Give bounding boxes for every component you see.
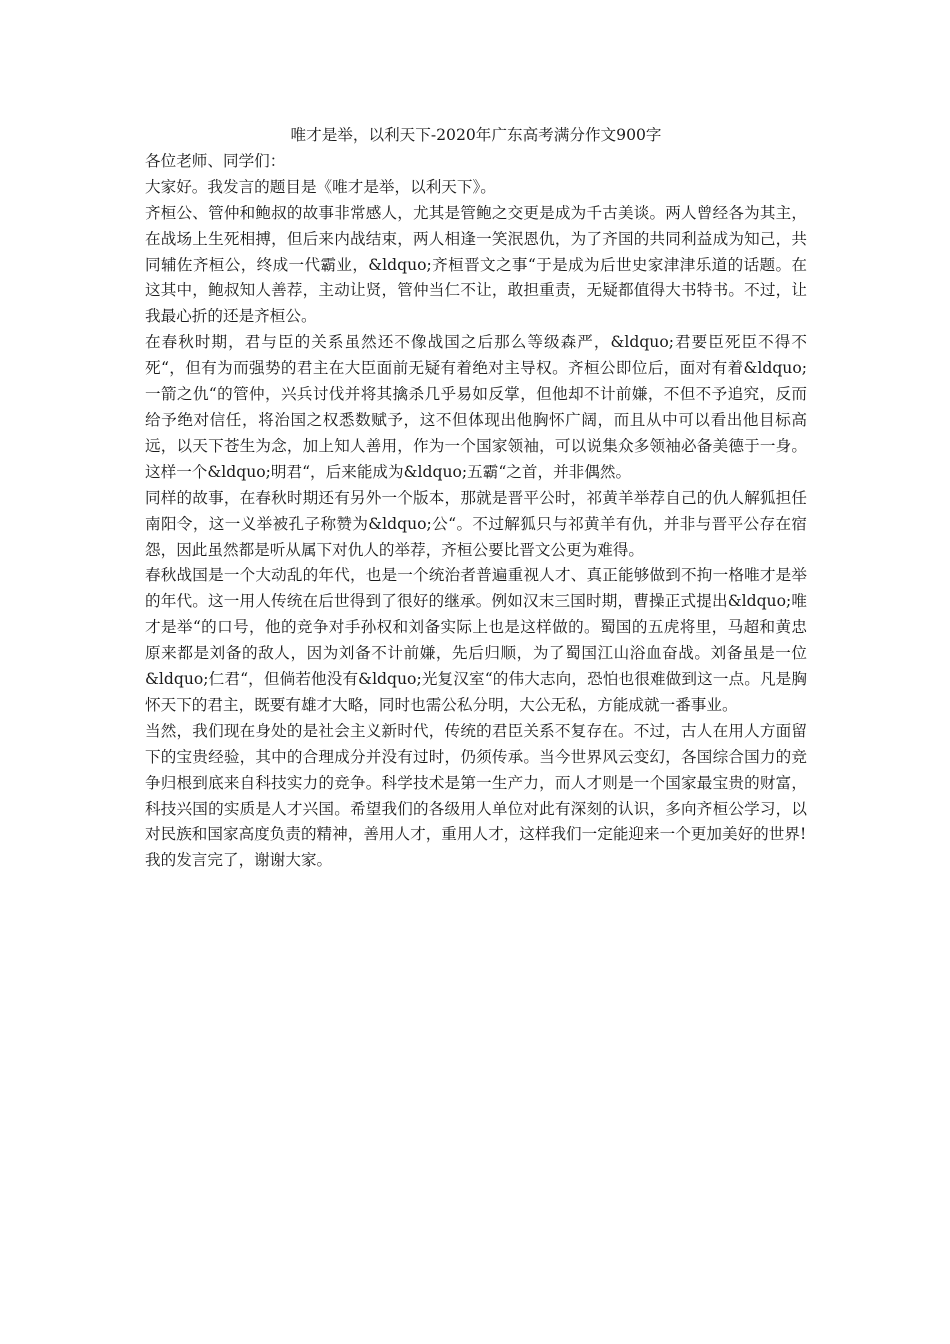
paragraph-intro: 大家好。我发言的题目是《唯才是举，以利天下》。 xyxy=(145,177,496,196)
paragraph-closing: 我的发言完了，谢谢大家。 xyxy=(145,851,333,870)
paragraph-1: 齐桓公、管仲和鲍叔的故事非常感人，尤其是管鲍之交更是成为千古美谈。两人曾经各为其主，在战场上生死相搏，但后来内战结束，两人相逢一笑泯恩仇，为了齐国的共同利益成为知己，共同辅佐齐桓公，终成一代霸业，&ldquo;齐桓晋文之事“于是成为后世史家津津乐道的话题。在这其中，鲍叔知人善荐，主动让贤，管仲当仁不让，敢担重责，无疑都值得大书特书。不过，让我最心折的还是齐桓公。 xyxy=(145,203,807,326)
paragraph-greeting: 各位老师、同学们： xyxy=(145,151,286,170)
document-body xyxy=(145,123,807,874)
paragraph-4: 春秋战国是一个大动乱的年代，也是一个统治者普遍重视人才、真正能够做到不拘一格唯才是举的年代。这一用人传统在后世得到了很好的继承。例如汉末三国时期，曹操正式提出&ldquo;唯才是举“的口号，他的竞争对手孙权和刘备实际上也是这样做的。蜀国的五虎将里，马超和黄忠原来都是刘备的敌人，因为刘备不计前嫌，先后归顺，为了蜀国江山浴血奋战。刘备虽是一位&ldquo;仁君“，但倘若他没有&ldquo;光复汉室“的伟大志向，恐怕也很难做到这一点。凡是胸怀天下的君主，既要有雄才大略，同时也需公私分明，大公无私，方能成就一番事业。 xyxy=(145,566,807,714)
paragraph-5: 当然，我们现在身处的是社会主义新时代，传统的君臣关系不复存在。不过，古人在用人方面留下的宝贵经验，其中的合理成分并没有过时，仍须传承。当今世界风云变幻，各国综合国力的竞争归根到底来自科技实力的竞争。科学技术是第一生产力，而人才则是一个国家最宝贵的财富，科技兴国的实质是人才兴国。希望我们的各级用人单位对此有深刻的认识，多向齐桓公学习，以对民族和国家高度负责的精神，善用人才，重用人才，这样我们一定能迎来一个更加美好的世界! xyxy=(145,721,807,844)
paragraph-3: 同样的故事，在春秋时期还有另外一个版本，那就是晋平公时，祁黄羊举荐自己的仇人解狐担任南阳令，这一义举被孔子称赞为&ldquo;公“。不过解狐只与祁黄羊有仇，并非与晋平公存在宿怨，因此虽然都是听从属下对仇人的举荐，齐桓公要比晋文公更为难得。 xyxy=(145,488,807,559)
document-title: 唯才是举，以利天下-2020年广东高考满分作文900字 xyxy=(290,126,662,144)
paragraph-2: 在春秋时期，君与臣的关系虽然还不像战国之后那么等级森严，&ldquo;君要臣死臣不得不死“，但有为而强势的君主在大臣面前无疑有着绝对主导权。齐桓公即位后，面对有着&ldquo;一箭之仇“的管仲，兴兵讨伐并将其擒杀几乎易如反掌，但他却不计前嫌，不但不予追究，反而给予绝对信任，将治国之权悉数赋予，这不但体现出他胸怀广阔，而且从中可以看出他目标高远，以天下苍生为念，加上知人善用，作为一个国家领袖，可以说集众多领袖必备美德于一身。这样一个&ldquo;明君“，后来能成为&ldquo;五霸“之首，并非偶然。 xyxy=(145,333,807,481)
